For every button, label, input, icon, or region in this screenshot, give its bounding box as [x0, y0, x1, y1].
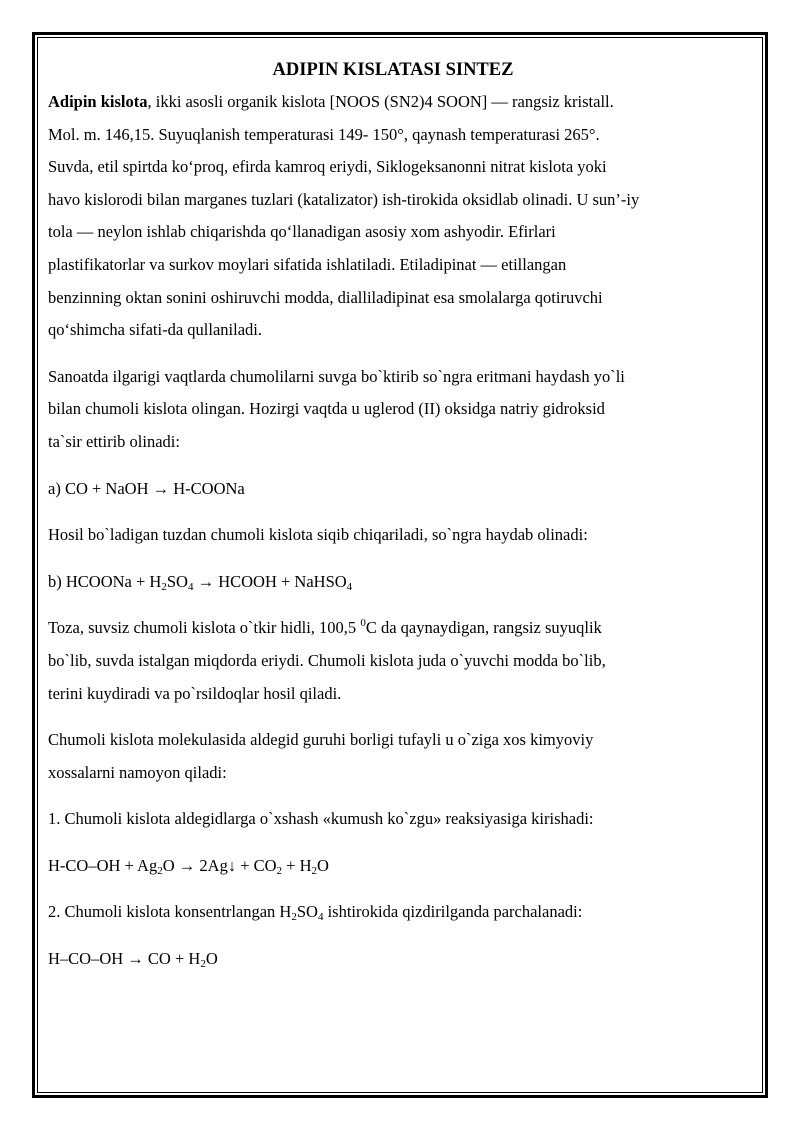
- equation-b: b) HCOONa + $H_2SO_4$ → HCOOH + NaHSO$_4$: [48, 571, 353, 593]
- production-paragraph: Sanoatda ilgarigi vaqtlarda chumolilarni suvga bo`ktirib so`ngra eritmani haydash yo`li bilan chumoli kislota olingan. Hozirgi vaqtda u uglerod (II) oksidga natriy gidroksid ta`sir ettirib olinadi:: [48, 366, 625, 451]
- equation-c: $H-CO-OH + Ag_2O$ → 2Ag↓ + $CO_2 + H_2O$: [48, 855, 329, 877]
- intro-line: tola — neylon ishlab chiqarishda qoʻllanadigan asosiy xom ashyodir. Efirlari: [48, 222, 556, 242]
- document-body: [48, 56, 738, 976]
- intro-line: benzinning oktan sonini oshiruvchi modda, dialliladipinat esa smolalarga qotiruvchi: [48, 287, 603, 307]
- intro-bold-term: Adipin kislota: [48, 92, 148, 111]
- list-item-1: 1. Chumoli kislota aldegidlarga o`xshash «kumush ko`zgu» reaksiyasiga kirishadi:: [48, 809, 594, 829]
- equation-d: H–CO–OH → CO + $H_2O$: [48, 949, 218, 971]
- properties-paragraph: Toza, suvsiz chumoli kislota o`tkir hidli, 100,5 $^0$C da qaynaydigan, rangsiz suyuqlik bo`lib, suvda istalgan miqdorda eriydi. Chumoli kislota juda o`yuvchi modda bo`lib, terini kuydiradi va po`rsildoqlar hosil qiladi.: [48, 617, 606, 703]
- intro-line: Adipin kislota, ikki asosli organik kislota [NOOS (SN2)4 SOON] — rangsiz kristall.: [48, 92, 614, 111]
- intro-line: Mol. m. 146,15. Suyuqlanish temperaturasi 149- 150°, qaynash temperaturasi 265°.: [48, 124, 600, 144]
- intro-line: plastifikatorlar va surkov moylari sifatida ishlatiladi. Etiladipinat — etillangan: [48, 254, 567, 274]
- list-item-2: 2. Chumoli kislota konsentrlangan $H_2SO_4$ ishtirokida qizdirilganda parchalanadi:: [48, 902, 583, 924]
- aldehyde-paragraph: Chumoli kislota molekulasida aldegid guruhi borligi tufayli u o`ziga xos kimyoviy xossalarni namoyon qiladi:: [48, 730, 594, 782]
- intro-line: qoʻshimcha sifati-da qullaniladi.: [48, 320, 262, 340]
- salt-paragraph: Hosil bo`ladigan tuzdan chumoli kislota siqib chiqariladi, so`ngra haydab olinadi:: [48, 525, 588, 545]
- equation-a: a) CO + NaOH → H-COONa: [48, 478, 245, 498]
- document-title: ADIPIN KISLATASI SINTEZ: [272, 60, 514, 80]
- intro-paragraph: [48, 86, 738, 347]
- intro-line: havo kislorodi bilan marganes tuzlari (katalizator) ish-tirokida oksidlab olinadi. U sun’-iy: [48, 189, 640, 209]
- intro-line: Suvda, etil spirtda koʻproq, efirda kamroq eriydi, Siklogeksanonni nitrat kislota yoki: [48, 157, 607, 177]
